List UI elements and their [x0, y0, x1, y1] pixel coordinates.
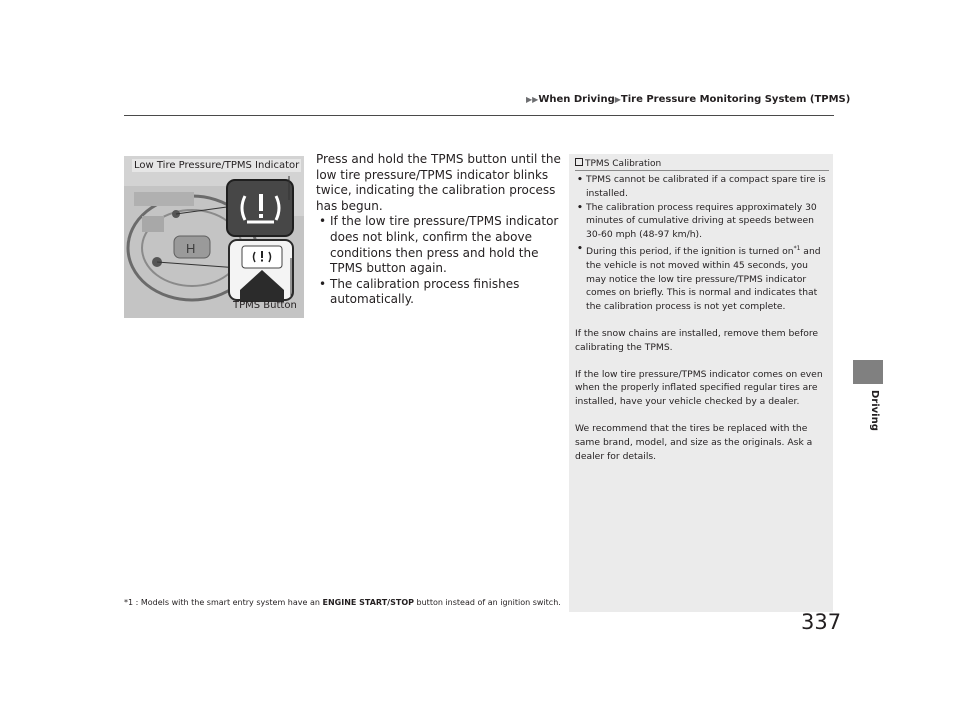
- note-heading: [575, 158, 661, 169]
- footnote-ref[interactable]: *1: [793, 244, 801, 252]
- note-icon: [575, 158, 583, 166]
- footnote-bold: ENGINE START/STOP: [322, 598, 414, 607]
- footnote-text: Models with the smart entry system have an: [140, 598, 323, 607]
- note-text: During this period, if the ignition is turned on: [586, 246, 794, 258]
- list-item: • TPMS cannot be calibrated if a compact spare tire is installed.: [586, 173, 827, 201]
- chapter-label: Driving: [869, 390, 880, 431]
- footnote-marker: *1 :: [124, 598, 141, 607]
- svg-text:H: H: [186, 241, 196, 256]
- note-heading-text: TPMS Calibration: [585, 159, 662, 169]
- note-list: [575, 173, 827, 314]
- note-sidebar: [569, 154, 833, 612]
- indicator-callout: Low Tire Pressure/TPMS Indicator: [134, 160, 300, 171]
- intro-paragraph: Press and hold the TPMS button until the low tire pressure/TPMS indicator blinks twice, indicating the calibration process has begun.: [316, 152, 561, 213]
- note-paragraph: If the low tire pressure/TPMS indicator comes on even when the properly inflated specified regular tires are installed, have your vehicle checked by a dealer.: [575, 368, 823, 408]
- note-paragraph: If the snow chains are installed, remove them before calibrating the TPMS.: [575, 328, 819, 353]
- header-rule: [124, 115, 834, 116]
- dashboard-illustration: [124, 156, 304, 318]
- breadcrumb-section[interactable]: When Driving: [538, 94, 615, 105]
- note-paragraph: We recommend that the tires be replaced with the same brand, model, and size as the originals. Ask a dealer for details.: [575, 423, 813, 462]
- breadcrumb: [526, 94, 850, 105]
- arrow-icon: ▶▶: [526, 95, 539, 104]
- arrow-icon: ▶: [614, 95, 621, 104]
- page-number: 337: [801, 610, 842, 634]
- instruction-list: [316, 214, 562, 308]
- list-item: [586, 242, 827, 314]
- instructions: [316, 152, 562, 308]
- note-body: [575, 173, 827, 463]
- list-item: • The calibration process finishes automatically.: [330, 277, 562, 308]
- footnote-text: button instead of an ignition switch.: [413, 598, 561, 607]
- list-item: • The calibration process requires approximately 30 minutes of cumulative driving at speeds between 30-60 mph (48-97 km/h).: [586, 201, 827, 242]
- dashboard-drawing: [124, 156, 304, 318]
- button-callout: TPMS Button: [233, 300, 297, 311]
- breadcrumb-topic[interactable]: Tire Pressure Monitoring System (TPMS): [620, 94, 851, 105]
- note-rule: [575, 170, 829, 171]
- footnote: [124, 598, 561, 607]
- chapter-tab[interactable]: [853, 360, 883, 384]
- note-text: and the vehicle is not moved within 45 seconds, you may notice the low tire pressure/TPMS indicator comes on briefly. This is normal and indicates that the calibration process is not yet complete.: [586, 246, 821, 313]
- list-item: • If the low tire pressure/TPMS indicator does not blink, confirm the above conditions then press and hold the TPMS button again.: [330, 214, 562, 276]
